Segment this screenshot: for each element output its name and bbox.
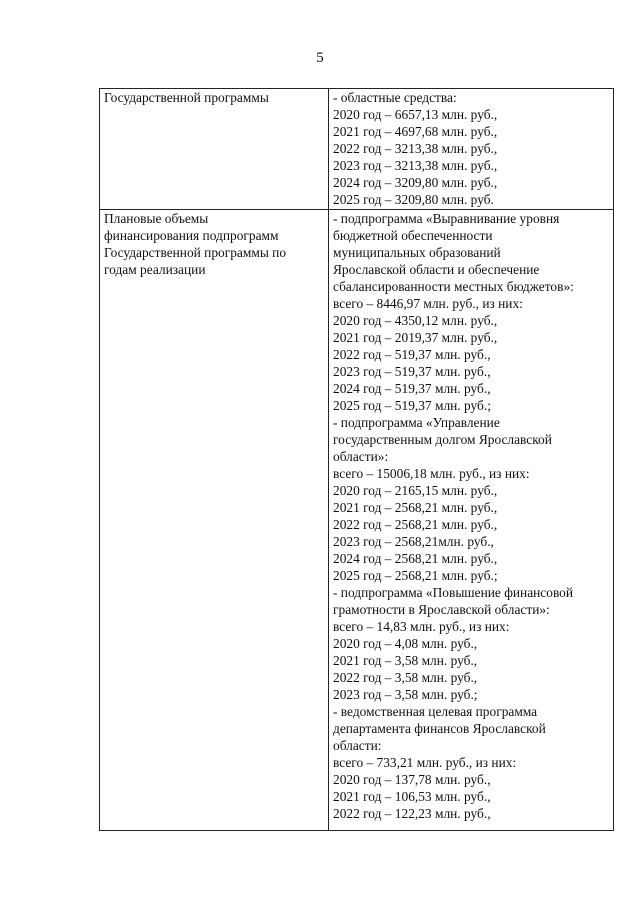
- row-value-line: 2022 год – 2568,21 млн. руб.,: [333, 517, 498, 532]
- row-value-line: - ведомственная целевая программа: [333, 704, 538, 719]
- row-value-cell: [329, 210, 614, 831]
- row-label-cell: [100, 89, 329, 210]
- row-value-line: - подпрограмма «Управление: [333, 415, 500, 430]
- table-row: [100, 210, 614, 831]
- row-label-line: финансирования подпрограмм: [104, 228, 279, 243]
- row-label-line: Плановые объемы: [104, 211, 209, 226]
- row-value-line: 2020 год – 4350,12 млн. руб.,: [333, 313, 498, 328]
- row-value-line: 2023 год – 519,37 млн. руб.,: [333, 364, 491, 379]
- row-value-line: муниципальных образований: [333, 245, 501, 260]
- row-label-line: Государственной программы по: [104, 245, 287, 260]
- row-value-line: 2021 год – 106,53 млн. руб.,: [333, 789, 491, 804]
- row-value-line: 2024 год – 3209,80 млн. руб.,: [333, 175, 498, 190]
- table-row: [100, 89, 614, 210]
- row-value-line: 2022 год – 3213,38 млн. руб.,: [333, 141, 498, 156]
- row-value-line: 2024 год – 519,37 млн. руб.,: [333, 381, 491, 396]
- row-value-line: 2021 год – 4697,68 млн. руб.,: [333, 124, 498, 139]
- row-value-line: 2025 год – 2568,21 млн. руб.;: [333, 568, 498, 583]
- page-number: 5: [316, 50, 324, 66]
- row-value-cell: [329, 89, 614, 210]
- row-value-line: 2024 год – 2568,21 млн. руб.,: [333, 551, 498, 566]
- row-label-line: годам реализации: [104, 262, 206, 277]
- row-value-line: всего – 8446,97 млн. руб., из них:: [333, 296, 523, 311]
- row-value-line: 2021 год – 3,58 млн. руб.,: [333, 653, 478, 668]
- row-value-line: государственным долгом Ярославской: [333, 432, 552, 447]
- row-value-line: департамента финансов Ярославской: [333, 721, 546, 736]
- row-value-line: 2020 год – 6657,13 млн. руб.,: [333, 107, 498, 122]
- row-value-line: 2022 год – 122,23 млн. руб.,: [333, 806, 491, 821]
- row-value-line: 2022 год – 3,58 млн. руб.,: [333, 670, 478, 685]
- row-value-line: 2020 год – 2165,15 млн. руб.,: [333, 483, 498, 498]
- row-value-line: 2020 год – 4,08 млн. руб.,: [333, 636, 478, 651]
- row-value-line: 2025 год – 519,37 млн. руб.;: [333, 398, 491, 413]
- row-value-line: 2021 год – 2019,37 млн. руб.,: [333, 330, 498, 345]
- row-value-line: 2023 год – 2568,21млн. руб.,: [333, 534, 494, 549]
- row-value-line: всего – 14,83 млн. руб., из них:: [333, 619, 510, 634]
- row-value-line: 2023 год – 3,58 млн. руб.;: [333, 687, 478, 702]
- row-value-line: Ярославской области и обеспечение: [333, 262, 540, 277]
- row-value-line: 2025 год – 3209,80 млн. руб.: [333, 192, 494, 207]
- row-value-line: 2020 год – 137,78 млн. руб.,: [333, 772, 491, 787]
- row-value-line: - подпрограмма «Повышение финансовой: [333, 585, 574, 600]
- program-table: [99, 88, 614, 831]
- row-value-line: 2021 год – 2568,21 млн. руб.,: [333, 500, 498, 515]
- row-label-cell: [100, 210, 329, 831]
- row-value-line: бюджетной обеспеченности: [333, 228, 493, 243]
- row-value-line: грамотности в Ярославской области»:: [333, 602, 550, 617]
- row-value-line: области:: [333, 738, 382, 753]
- row-value-line: - областные средства:: [333, 90, 457, 105]
- row-value-line: 2022 год – 519,37 млн. руб.,: [333, 347, 491, 362]
- row-value-line: всего – 733,21 млн. руб., из них:: [333, 755, 517, 770]
- row-value-line: 2023 год – 3213,38 млн. руб.,: [333, 158, 498, 173]
- row-value-line: - подпрограмма «Выравнивание уровня: [333, 211, 560, 226]
- row-label-line: Государственной программы: [104, 90, 269, 105]
- row-value-line: сбалансированности местных бюджетов»:: [333, 279, 574, 294]
- row-value-line: всего – 15006,18 млн. руб., из них:: [333, 466, 530, 481]
- row-value-line: области»:: [333, 449, 389, 464]
